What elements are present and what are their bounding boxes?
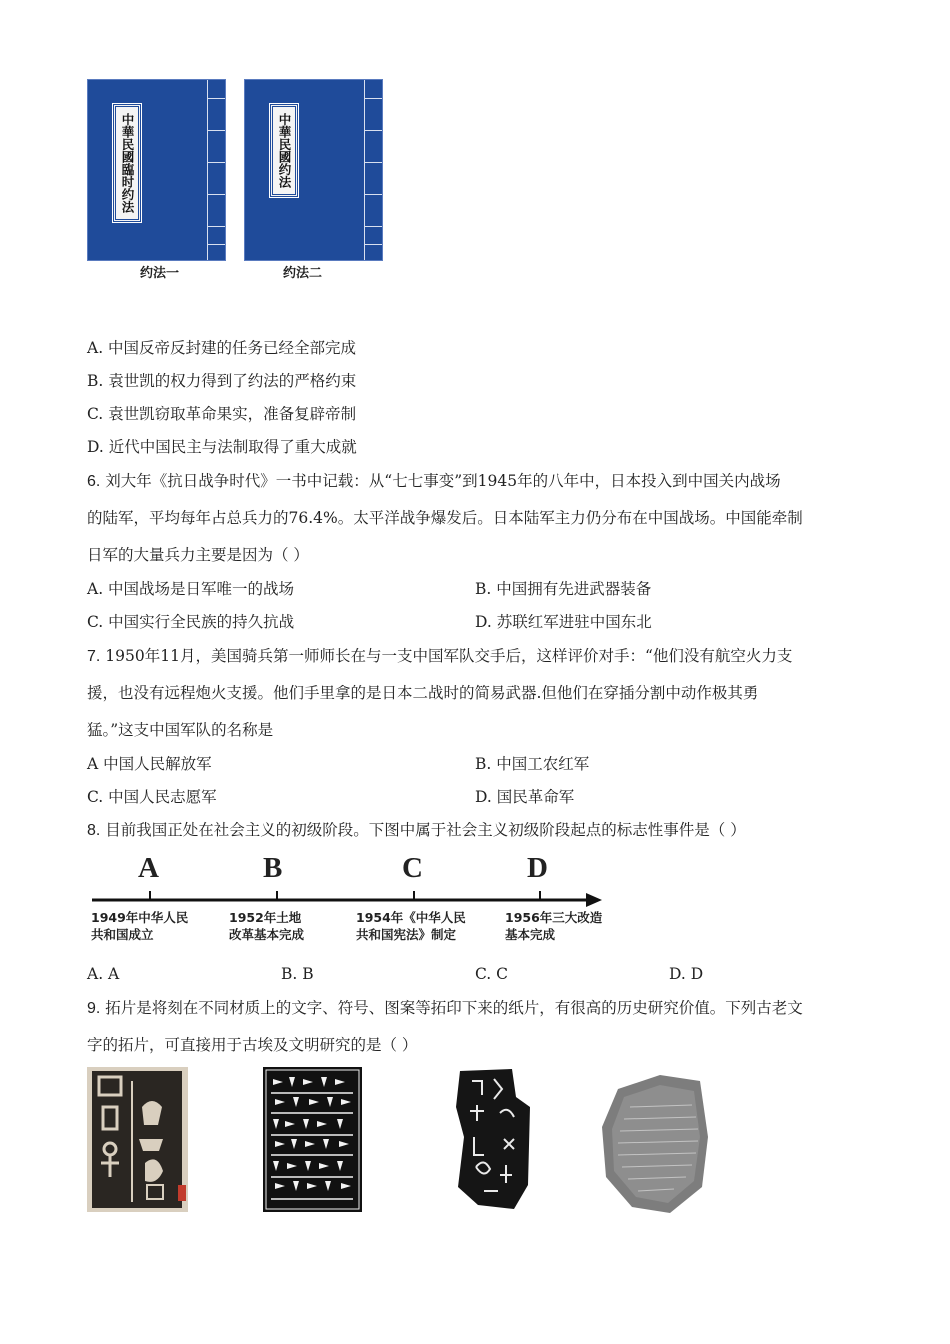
q7-option-d: D. 国民革命军: [475, 788, 575, 806]
q7-option-b: B. 中国工农红军: [475, 755, 590, 773]
q9-stem-line-1: 9. 拓片是将刻在不同材质上的文字、符号、图案等拓印下来的纸片，有很高的历史研究价值。下列古老文: [87, 999, 803, 1017]
q7-stem-line-3: 猛。”这支中国军队的名称是: [87, 721, 274, 739]
q5-option-a: A. 中国反帝反封建的任务已经全部完成: [87, 339, 357, 357]
book-2-caption: 约法二: [283, 266, 323, 281]
q6-number: 6.: [87, 473, 101, 490]
timeline-caption-c: 1954年《中华人民 共和国宪法》制定: [356, 910, 466, 942]
q9-stem-line-2: 字的拓片，可直接用于古埃及文明研究的是（ ）: [87, 1036, 418, 1054]
book-2-title: 中華民國约法: [270, 104, 298, 197]
book-1-title: 中華民國臨时约法: [113, 104, 141, 222]
timeline-letter-b: B: [263, 852, 283, 884]
rubbing-hieroglyph: [87, 1067, 188, 1212]
q7-option-c: C. 中国人民志愿军: [87, 788, 217, 806]
timeline-letter-c: C: [402, 852, 423, 884]
timeline-caption-a: 1949年中华人民 共和国成立: [91, 910, 189, 942]
q7-stem-line-2: 援，也没有远程炮火支援。他们手里拿的是日本二战时的简易武器.但他们在穿插分割中动作极其勇: [87, 684, 759, 702]
q5-option-d: D. 近代中国民主与法制取得了重大成就: [87, 438, 357, 456]
q6-option-b: B. 中国拥有先进武器装备: [475, 580, 652, 598]
q6-option-a: A. 中国战场是日军唯一的战场: [87, 580, 295, 598]
q7-option-a: A 中国人民解放军: [87, 755, 212, 773]
timeline-caption-b: 1952年土地 改革基本完成: [229, 910, 305, 942]
q8-option-c: C. C: [475, 965, 509, 983]
rubbing-cuneiform: [263, 1067, 362, 1212]
timeline-arrowhead: [586, 893, 602, 907]
q6-option-d: D. 苏联红军进驻中国东北: [475, 613, 652, 631]
q6-stem-line-3: 日军的大量兵力主要是因为（ ）: [87, 546, 309, 564]
book-1-spine: [207, 80, 225, 260]
q6-option-c: C. 中国实行全民族的持久抗战: [87, 613, 295, 631]
q7-stem-line-1: 7. 1950年11月，美国骑兵第一师师长在与一支中国军队交手后，这样评价对手：“他们没有航空火力支: [87, 647, 793, 665]
q6-stem-line-1: 6. 刘大年《抗日战争时代》一书中记载：从“七七事变”到1945年的八年中，日本投入到中国关内战场: [87, 472, 781, 490]
q7-number: 7.: [87, 648, 101, 665]
book-image-1: [87, 79, 226, 261]
q8-option-a: A. A: [87, 965, 120, 983]
q8-option-d: D. D: [669, 965, 704, 983]
q8-number: 8.: [87, 822, 101, 839]
book-1-caption: 约法一: [140, 266, 180, 281]
q5-option-c: C. 袁世凯窃取革命果实，准备复辟帝制: [87, 405, 357, 423]
book-2-spine: [364, 80, 382, 260]
q8-stem: 8. 目前我国正处在社会主义的初级阶段。下图中属于社会主义初级阶段起点的标志性事件是（ ）: [87, 821, 746, 839]
timeline-letter-d: D: [527, 852, 548, 884]
q5-option-b: B. 袁世凯的权力得到了约法的严格约束: [87, 372, 357, 390]
rubbing-oracle-bone: [454, 1067, 534, 1212]
timeline-letter-a: A: [138, 852, 159, 884]
book-image-2: [244, 79, 383, 261]
q6-stem-line-2: 的陆军，平均每年占总兵力的76.4%。太平洋战争爆发后。日本陆军主力仍分布在中国战场。中国能牵制: [87, 509, 803, 527]
rubbing-stone-tablet: [600, 1067, 712, 1215]
q9-number: 9.: [87, 1000, 101, 1017]
q8-option-b: B. B: [281, 965, 314, 983]
timeline-caption-d: 1956年三大改造 基本完成: [505, 910, 603, 942]
